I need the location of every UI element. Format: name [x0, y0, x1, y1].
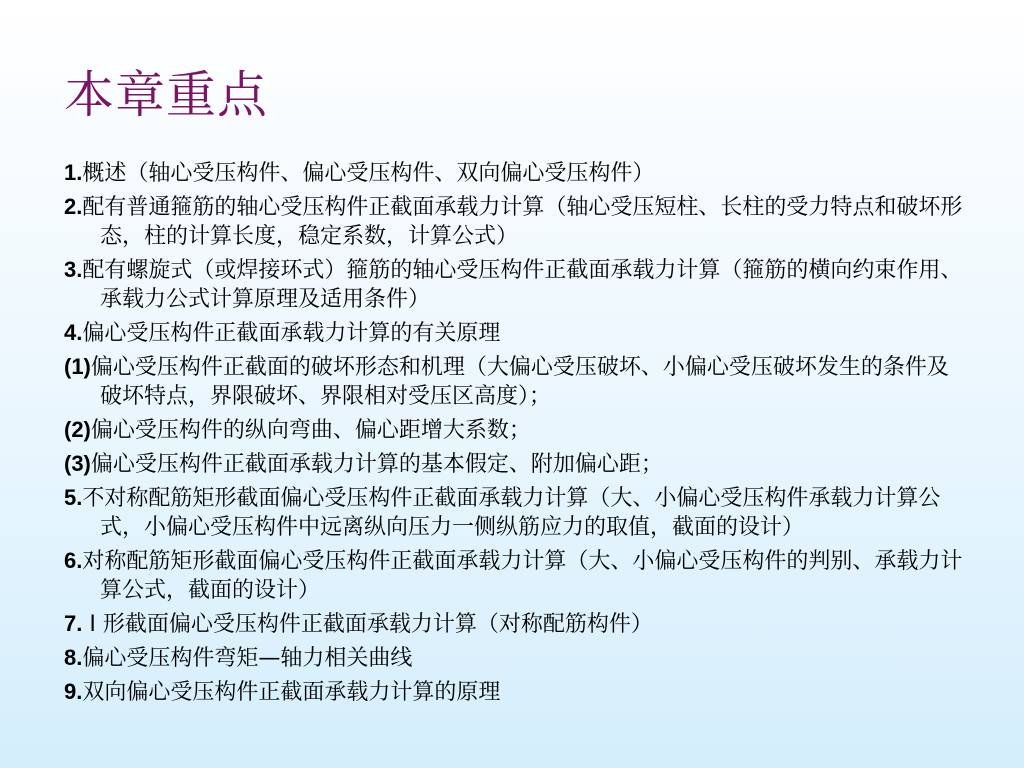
list-item: [64, 449, 964, 479]
item-number: 6.: [64, 548, 83, 573]
list-item: [64, 352, 964, 411]
list-item: [64, 643, 964, 673]
item-text: 偏心受压构件正截面承载力计算的有关原理: [82, 321, 501, 346]
item-number: 7.: [64, 611, 83, 636]
item-text: 双向偏心受压构件正截面承载力计算的原理: [82, 680, 501, 705]
list-item: [64, 158, 964, 188]
item-text: 不对称配筋矩形截面偏心受压构件正截面承载力计算（大、小偏心受压构件承载力计算公式，小偏心受压构件中远离纵向压力一侧纵筋应力的取值，截面的设计）: [82, 486, 941, 540]
item-text: 偏心受压构件的纵向弯曲、偏心距增大系数；: [90, 418, 531, 443]
item-number: 3.: [64, 257, 83, 282]
item-number: 9.: [64, 679, 83, 704]
list-item: [64, 415, 964, 445]
list-item: [64, 677, 964, 707]
slide-title: 本章重点: [64, 66, 268, 124]
item-text: 对称配筋矩形截面偏心受压构件正截面承载力计算（大、小偏心受压构件的判别、承载力计算公式，截面的设计）: [82, 549, 963, 603]
key-points-list: [64, 158, 964, 711]
list-item: [64, 483, 964, 542]
item-number: (2): [64, 417, 91, 442]
item-number: 2.: [64, 194, 83, 219]
list-item: [64, 192, 964, 251]
item-number: (1): [64, 354, 91, 379]
item-number: 8.: [64, 645, 83, 670]
item-number: 1.: [64, 160, 83, 185]
list-item: [64, 609, 964, 639]
item-text: 偏心受压构件正截面承载力计算的基本假定、附加偏心距；: [90, 452, 663, 477]
list-item: [64, 546, 964, 605]
item-text: 概述（轴心受压构件、偏心受压构件、双向偏心受压构件）: [82, 161, 655, 186]
item-text: 偏心受压构件弯矩—轴力相关曲线: [82, 646, 413, 671]
item-text: 配有普通箍筋的轴心受压构件正截面承载力计算（轴心受压短柱、长柱的受力特点和破坏形态，柱的计算长度，稳定系数，计算公式）: [82, 195, 963, 249]
item-text: 偏心受压构件正截面的破坏形态和机理（大偏心受压破坏、小偏心受压破坏发生的条件及破坏特点，界限破坏、界限相对受压区高度）；: [90, 355, 949, 409]
list-item: [64, 255, 964, 314]
item-text: I 形截面偏心受压构件正截面承载力计算（对称配筋构件）: [82, 612, 653, 637]
list-item: [64, 318, 964, 348]
item-number: (3): [64, 451, 91, 476]
item-number: 5.: [64, 485, 83, 510]
item-number: 4.: [64, 320, 83, 345]
item-text: 配有螺旋式（或焊接环式）箍筋的轴心受压构件正截面承载力计算（箍筋的横向约束作用、承载力公式计算原理及适用条件）: [82, 258, 963, 312]
